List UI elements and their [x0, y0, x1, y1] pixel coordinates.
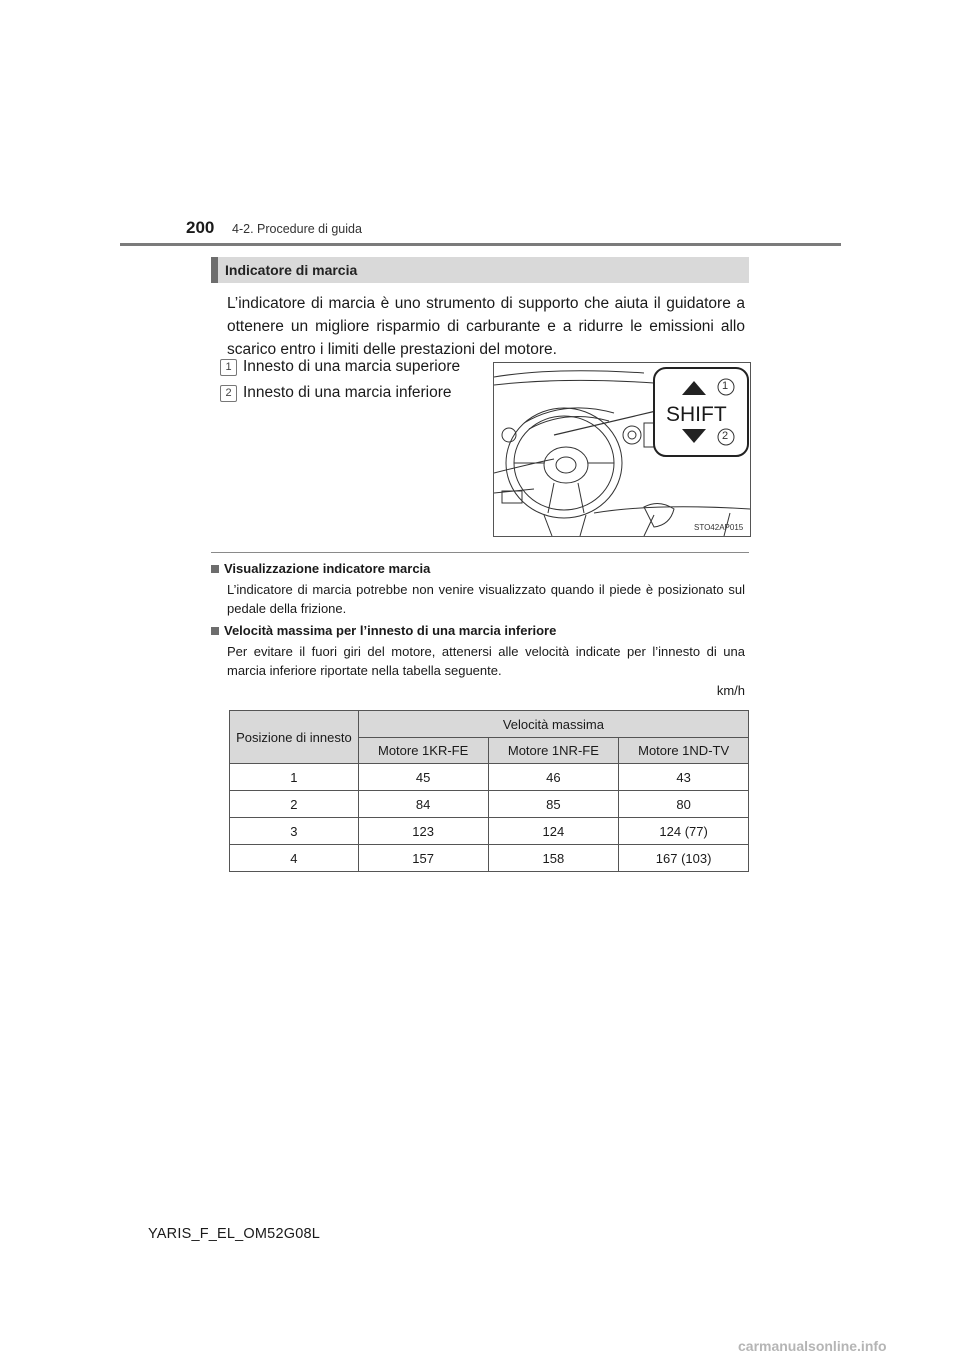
note-body-1: L’indicatore di marcia potrebbe non venire visualizzato quando il piede è posizionato sul pedale della frizione. — [227, 582, 745, 616]
table-row — [230, 845, 749, 872]
table-cell: 84 — [358, 791, 488, 818]
table-unit: km/h — [716, 683, 745, 698]
note-body-2: Per evitare il fuori giri del motore, attenersi alle velocità indicate per l’innesto di una marcia inferiore riportate nella tabella seguente. — [227, 644, 745, 678]
watermark: carmanualsonline.info — [738, 1338, 887, 1354]
note-heading-1 — [211, 561, 430, 576]
note-heading-text: Visualizzazione indicatore marcia — [224, 561, 431, 576]
table-cell: 167 (103) — [619, 845, 749, 872]
table-header-max-speed: Velocità massima — [358, 711, 748, 738]
table-cell: 123 — [358, 818, 488, 845]
page-number: 200 — [186, 218, 215, 237]
table-cell: 45 — [358, 764, 488, 791]
table-cell: 124 (77) — [619, 818, 749, 845]
callout-1: 1 — [722, 380, 729, 392]
table-cell: 124 — [488, 818, 619, 845]
header-rule — [120, 243, 841, 246]
dashboard-illustration — [493, 362, 751, 537]
table-cell: 80 — [619, 791, 749, 818]
max-speed-table — [229, 710, 749, 872]
table-row — [230, 818, 749, 845]
section-reference: 4-2. Procedure di guida — [232, 222, 362, 236]
section-divider — [211, 552, 749, 553]
note-heading-text: Velocità massima per l’innesto di una marcia inferiore — [224, 623, 557, 638]
table-header-position: Posizione di innesto — [230, 711, 359, 764]
legend-label: Innesto di una marcia inferiore — [243, 384, 452, 401]
intro-paragraph: L’indicatore di marcia è uno strumento di supporto che aiuta il guidatore a ottenere un migliore risparmio di carburante e a ridurre le emissioni allo scarico entro i limiti delle prestazioni del motore. — [227, 295, 745, 358]
figure-code: STO42AP015 — [694, 523, 744, 532]
table-cell: 158 — [488, 845, 619, 872]
callout-2: 2 — [722, 430, 729, 442]
table-row — [230, 791, 749, 818]
table-cell: 46 — [488, 764, 619, 791]
table-cell: 2 — [230, 791, 359, 818]
table-cell: 3 — [230, 818, 359, 845]
bullet-square-icon — [211, 627, 219, 635]
table-header-engine: Motore 1NR-FE — [488, 738, 619, 764]
title-accent — [211, 257, 218, 283]
legend-label: Innesto di una marcia superiore — [243, 358, 461, 375]
section-title-bar — [211, 257, 749, 283]
table-row — [230, 764, 749, 791]
legend-item-1 — [220, 358, 460, 376]
table-cell: 157 — [358, 845, 488, 872]
note-heading-2 — [211, 623, 556, 638]
table-cell: 4 — [230, 845, 359, 872]
bullet-square-icon — [211, 565, 219, 573]
table-cell: 85 — [488, 791, 619, 818]
section-title: Indicatore di marcia — [225, 262, 358, 278]
table-header-engine: Motore 1KR-FE — [358, 738, 488, 764]
table-cell: 43 — [619, 764, 749, 791]
legend-number-badge: 2 — [220, 385, 237, 402]
table-header-engine: Motore 1ND-TV — [619, 738, 749, 764]
legend-item-2 — [220, 384, 452, 402]
document-code-footer: YARIS_F_EL_OM52G08L — [148, 1226, 320, 1242]
shift-label: SHIFT — [666, 403, 727, 426]
dashboard-drawing — [494, 363, 750, 536]
table-cell: 1 — [230, 764, 359, 791]
legend-number-badge: 1 — [220, 359, 237, 376]
